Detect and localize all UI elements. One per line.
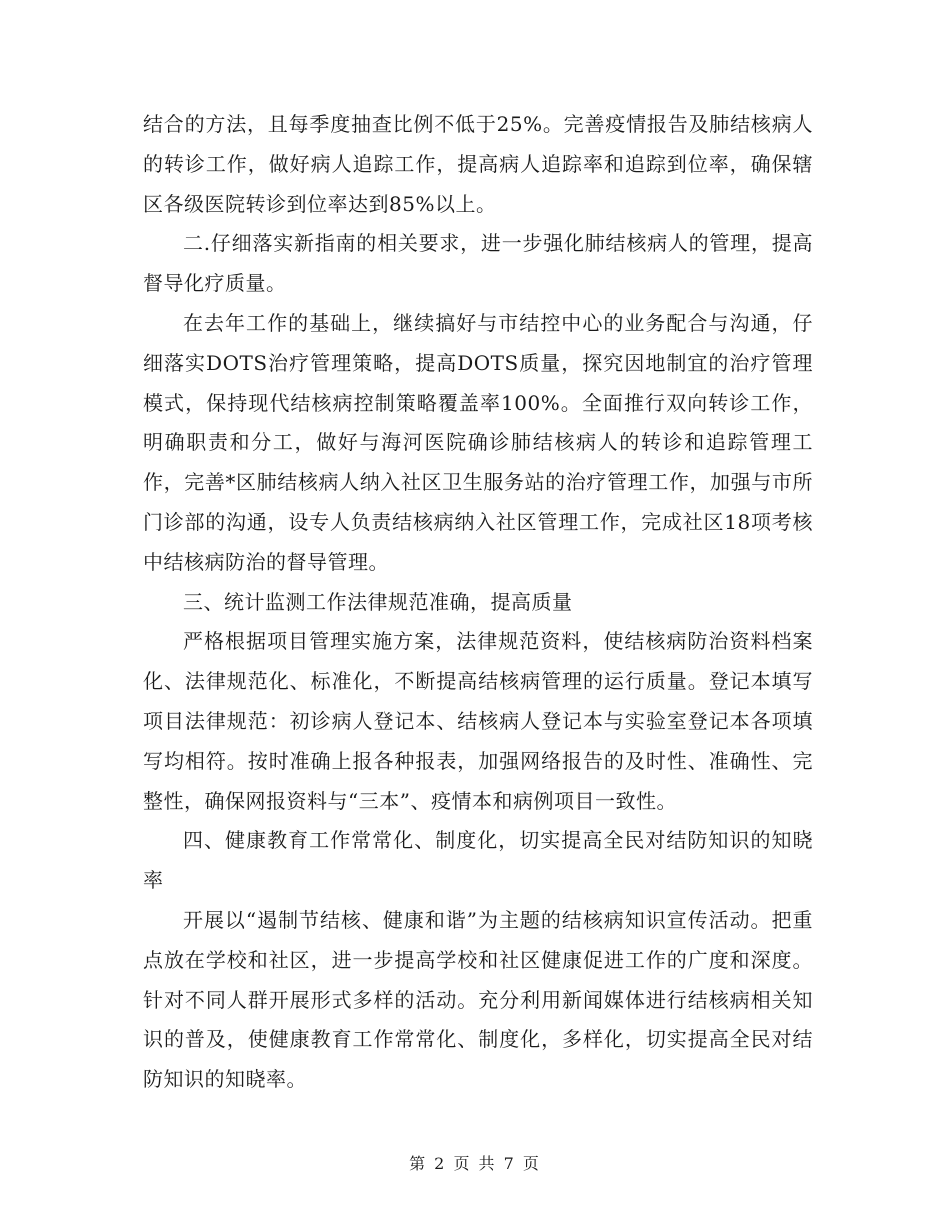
paragraph-3: 在去年工作的基础上，继续搞好与市结控中心的业务配合与沟通，仔细落实DOTS治疗管理策略，提高DOTS质量，探究因地制宜的治疗管理模式，保持现代结核病控制策略覆盖率100%。全面推行双向转诊工作，明确职责和分工，做好与海河医院确诊肺结核病人的转诊和追踪管理工作，完善*区肺结核病人纳入社区卫生服务站的治疗管理工作，加强与市所门诊部的沟通，设专人负责结核病纳入社区管理工作，完成社区18项考核中结核病防治的督导管理。 bbox=[143, 310, 813, 574]
paragraph-4-heading: 三、统计监测工作法律规范准确，提高质量 bbox=[183, 589, 573, 614]
paragraph-1: 结合的方法，且每季度抽查比例不低于25%。完善疫情报告及肺结核病人的转诊工作，做好病人追踪工作，提高病人追踪率和追踪到位率，确保辖区各级医院转诊到位率达到85%以上。 bbox=[143, 112, 813, 216]
page-number-footer: 第 2 页 共 7 页 bbox=[409, 1154, 541, 1173]
paragraph-2-heading: 二.仔细落实新指南的相关要求，进一步强化肺结核病人的管理，提高督导化疗质量。 bbox=[143, 231, 813, 296]
paragraph-7: 开展以“遏制节结核、健康和谐”为主题的结核病知识宣传活动。把重点放在学校和社区，进一步提高学校和社区健康促进工作的广度和深度。针对不同人群开展形式多样的活动。充分利用新闻媒体进行结核病相关知识的普及，使健康教育工作常常化、制度化，多样化，切实提高全民对结防知识的知晓率。 bbox=[143, 907, 813, 1092]
document-body bbox=[143, 105, 813, 1100]
paragraph-6-heading: 四、健康教育工作常常化、制度化，切实提高全民对结防知识的知晓率 bbox=[143, 828, 813, 893]
paragraph-5: 严格根据项目管理实施方案，法律规范资料，使结核病防治资料档案化、法律规范化、标准化，不断提高结核病管理的运行质量。登记本填写项目法律规范：初诊病人登记本、结核病人登记本与实验室登记本各项填写均相符。按时准确上报各种报表，加强网络报告的及时性、准确性、完整性，确保网报资料与“三本”、疫情本和病例项目一致性。 bbox=[143, 629, 813, 813]
